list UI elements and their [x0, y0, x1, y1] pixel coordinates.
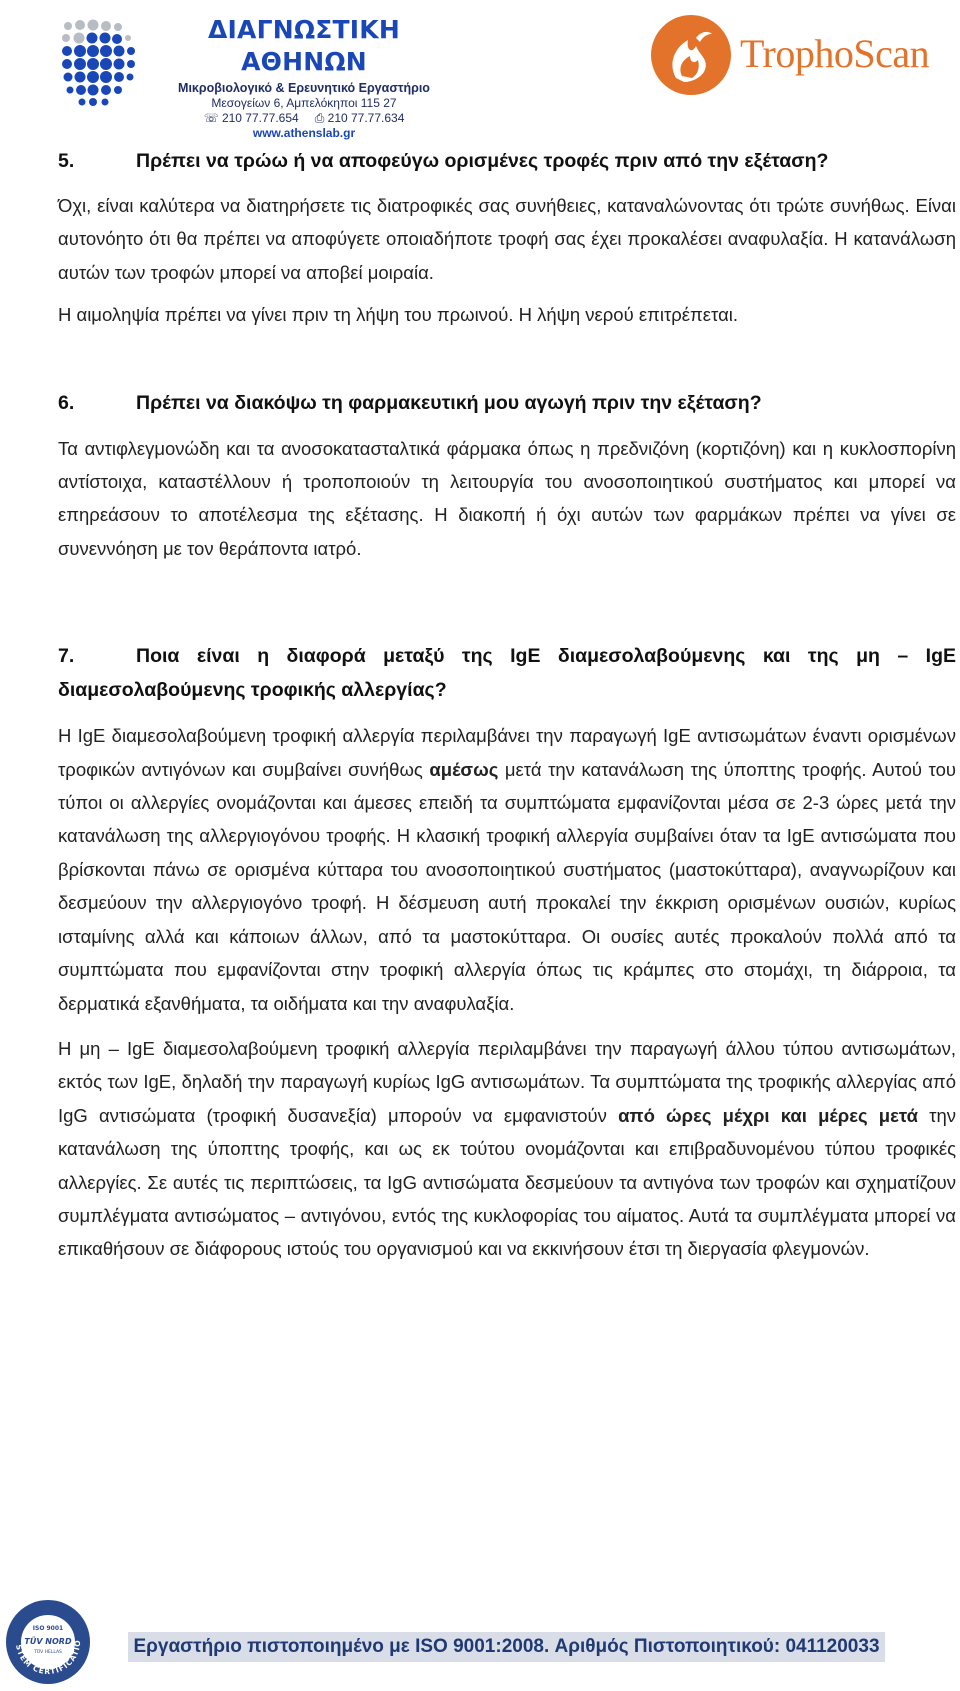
- flame-logo-icon: [648, 12, 734, 98]
- paragraph-text: μετά την κατανάλωση της ύποπτης τροφής. Αυτού του τύποι οι αλλεργίες ονομάζονται και άμεσες επειδή τα συμπτώματα εμφανίζονται μέσα σε 2-3 ώρες μετά την κατανάλωση της αλλεργιογόνου τροφής. Η κλασική τροφική αλλεργία συμβαίνει όταν τα IgE αντισώματα που βρίσκονται πάνω σε ορισμένα κύτταρα του ανοσοποιητικού συστήματος (μαστοκύτταρα), αναγνωρίζουν και δεσμεύουν την αλλεργιογόνο τροφή. Η δέσμευση αυτή προκαλεί την έκκριση ορισμένων ουσιών, κυρίως ισταμίνης αλλά και κάποιων άλλων, από τα μαστοκύτταρα. Οι ουσίες αυτές προκαλούν πολλά από τα συμπτώματα που εμφανίζονται στην τροφική αλλεργία όπως τις κράμπες στο στομάχι, τη διάρροια, τα δερματικά εξανθήματα, τα οιδήματα και την αναφυλαξία.: [58, 758, 957, 1014]
- footer-certification-bar: [128, 1632, 885, 1662]
- question-number: 5.: [58, 150, 75, 172]
- question-number: 6.: [58, 391, 75, 414]
- question-title: Πρέπει να διακόψω τη φαρμακευτική μου αγωγή πριν την εξέταση?: [136, 391, 762, 414]
- lab-website[interactable]: www.athenslab.gr: [252, 126, 356, 140]
- emphasis-text: αμέσως: [429, 758, 499, 780]
- question-title: Ποια είναι η διαφορά μεταξύ της IgE διαμεσολαβούμενης και της μη – IgE διαμεσολαβούμενης τροφικής αλλεργίας?: [58, 645, 956, 702]
- fax-number: ⎙ 210 77.77.634: [314, 111, 405, 125]
- footer-certification-text: Εργαστήριο πιστοποιημένο με ISO 9001:2008. Αριθμός Πιστοποιητικού: 041120033: [133, 1636, 880, 1657]
- seal-top-text: ISO 9001: [32, 1625, 64, 1632]
- paragraph: Όχι, είναι καλύτερα να διατηρήσετε τις διατροφικές σας συνήθειες, καταναλώνοντας ότι τρώτε συνήθως. Είναι αυτονόητο ότι θα πρέπει να αποφύγετε οποιαδήποτε τροφή σας έχει προκαλέσει αναφυλαξία. Η κατανάλωση αυτών των τροφών μπορεί να αποβεί μοιραία.: [58, 195, 956, 283]
- certification-seal: [4, 1598, 92, 1691]
- dot-grid-logo-icon: [60, 18, 144, 118]
- question-title: Πρέπει να τρώω ή να αποφεύγω ορισμένες τροφές πριν από την εξέταση?: [136, 150, 829, 172]
- paragraph-text: την κατανάλωση της ύποπτης τροφής, και ως εκ τούτου ονομάζονται και επιβραδυνομένου τύπου τροφικές αλλεργίες. Σε αυτές τις περιπτώσεις, τα IgG αντισώματα δεσμεύουν τα αντιγόνα των τροφών και σχηματίζουν συμπλέγματα αντισώματος – αντιγόνου, εντός της κυκλοφορίας του αίματος. Αυτά τα συμπλέγματα μπορεί να επικαθήσουν σε διάφορους ιστούς του οργανισμού και να εκκινήσουν έτσι τη διεργασία φλεγμονών.: [58, 1104, 956, 1260]
- lab-address: Μεσογείων 6, Αμπελόκηποι 115 27: [211, 96, 397, 110]
- seal-mid-text: TÜV NORD: [24, 1637, 72, 1646]
- paragraph: [58, 719, 956, 1020]
- lab-phones: [148, 111, 460, 126]
- question-5-heading: [58, 144, 956, 178]
- question-7-heading: [58, 639, 956, 707]
- paragraph: Τα αντιφλεγμονώδη και τα ανοσοκατασταλτικά φάρμακα όπως η πρεδνιζόνη (κορτιζόνη) και η κυκλοσπορίνη αντίστοιχα, καταστέλλουν ή τροποποιούν τη λειτουργία του ανοσοποιητικού συστήματος και μπορεί να επηρεάσουν το αποτέλεσμα της εξέτασης. Η διακοπή ή όχι αυτών των φαρμάκων πρέπει να γίνει σε συνεννόηση με τον θεράποντα ιατρό.: [58, 437, 956, 559]
- trophoscan-logo: [648, 8, 960, 104]
- question-6-heading: [58, 386, 956, 420]
- tuv-certification-seal-icon: [4, 1598, 92, 1686]
- phone-number: ☏ 210 77.77.654: [203, 111, 299, 125]
- emphasis-text: από ώρες μέχρι και μέρες μετά: [618, 1104, 918, 1126]
- question-number: 7.: [58, 645, 75, 668]
- lab-logo: [60, 14, 460, 140]
- seal-mid2-text: TÜV HELLAS: [34, 1650, 62, 1655]
- paragraph: Η αιμοληψία πρέπει να γίνει πριν τη λήψη του πρωινού. Η λήψη νερού επιτρέπεται.: [58, 304, 739, 326]
- paragraph-text: Η μη – IgE διαμεσολαβούμενη τροφική αλλεργία περιλαμβάνει την παραγωγή άλλου τύπου αντισωμάτων, εκτός των IgE, δηλαδή την παραγωγή κυρίως IgG αντισωμάτων. Τα συμπτώματα της τροφικής αλλεργίας από IgG αντισώματα (τροφική δυσανεξία) μπορούν να εμφανιστούν: [58, 1037, 956, 1126]
- paragraph: [58, 1032, 956, 1266]
- paragraph-text: Η IgE διαμεσολαβούμενη τροφική αλλεργία περιλαμβάνει την παραγωγή IgE αντισωμάτων έναντι ορισμένων τροφικών αντιγόνων και συμβαίνει συνήθως: [58, 725, 956, 780]
- document-body: [58, 130, 956, 1266]
- seal-bottom-text: STEM CERTIFICATIO: [14, 1639, 83, 1677]
- lab-name: ΔΙΑΓΝΩΣΤΙΚΗ ΑΘΗΝΩΝ: [207, 15, 401, 76]
- lab-subtitle: Μικροβιολογικό & Ερευνητικό Εργαστήριο: [178, 81, 430, 95]
- brand-name: TrophoScan: [740, 31, 930, 76]
